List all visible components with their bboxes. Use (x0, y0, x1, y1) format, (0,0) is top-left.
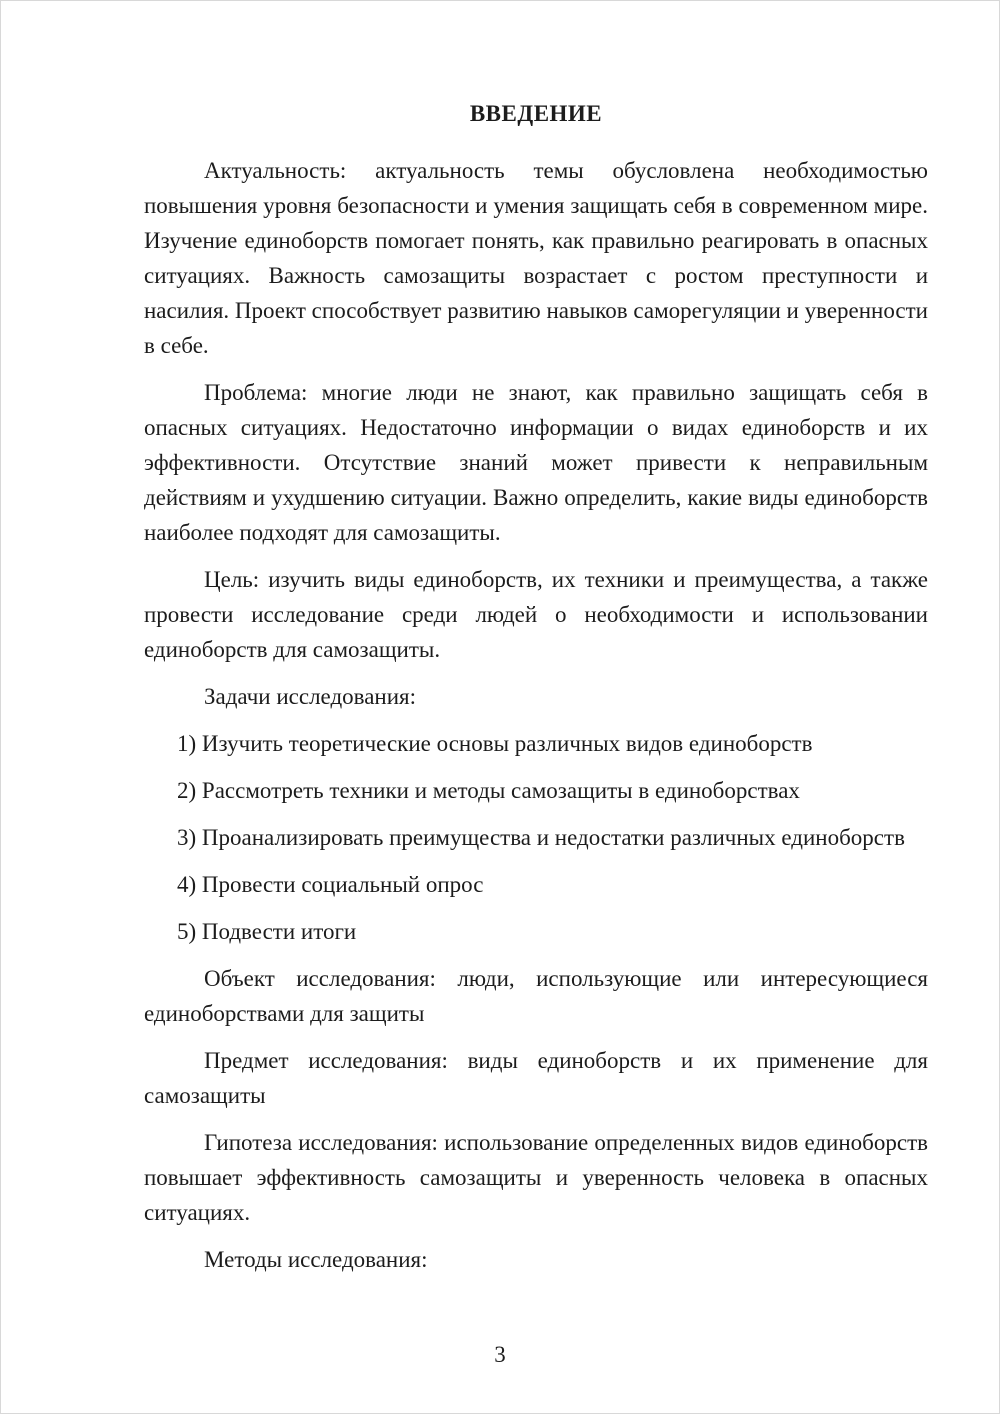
list-item: 5) Подвести итоги (177, 919, 357, 944)
document-title: ВВЕДЕНИЕ (469, 101, 603, 126)
document-content (1, 1, 999, 1277)
paragraph: Задачи исследования: (204, 684, 417, 709)
paragraph: Проблема: многие люди не знают, как правильно защищать себя в опасных ситуациях. Недостаточно информации о видах единоборств и их эффективности. Отсутствие знаний может привести к неправильным действиям и ухудшению ситуации. Важно определить, какие виды единоборств наиболее подходят для самозащиты. (144, 380, 928, 545)
paragraph: Цель: изучить виды единоборств, их техники и преимущества, а также провести исследование среди людей о необходимости и использовании единоборств для самозащиты. (144, 567, 928, 662)
list-item: 4) Провести социальный опрос (177, 872, 484, 897)
paragraph: Актуальность: актуальность темы обусловлена необходимостью повышения уровня безопасности и умения защищать себя в современном мире. Изучение единоборств помогает понять, как правильно реагировать в опасных ситуациях. Важность самозащиты возрастает с ростом преступности и насилия. Проект способствует развитию навыков саморегуляции и уверенности в себе. (144, 158, 928, 358)
paragraph: Предмет исследования: виды единоборств и их применение для самозащиты (144, 1048, 928, 1108)
list-item: 2) Рассмотреть техники и методы самозащиты в единоборствах (177, 778, 800, 803)
paragraph: Гипотеза исследования: использование определенных видов единоборств повышает эффективность самозащиты и уверенность человека в опасных ситуациях. (144, 1130, 928, 1225)
page-number: 3 (494, 1342, 506, 1367)
paragraph: Методы исследования: (204, 1247, 428, 1272)
list-item: 1) Изучить теоретические основы различных видов единоборств (177, 731, 813, 756)
paragraph: Объект исследования: люди, использующие или интересующиеся единоборствами для защиты (144, 966, 928, 1026)
list-item: 3) Проанализировать преимущества и недостатки различных единоборств (177, 825, 905, 850)
